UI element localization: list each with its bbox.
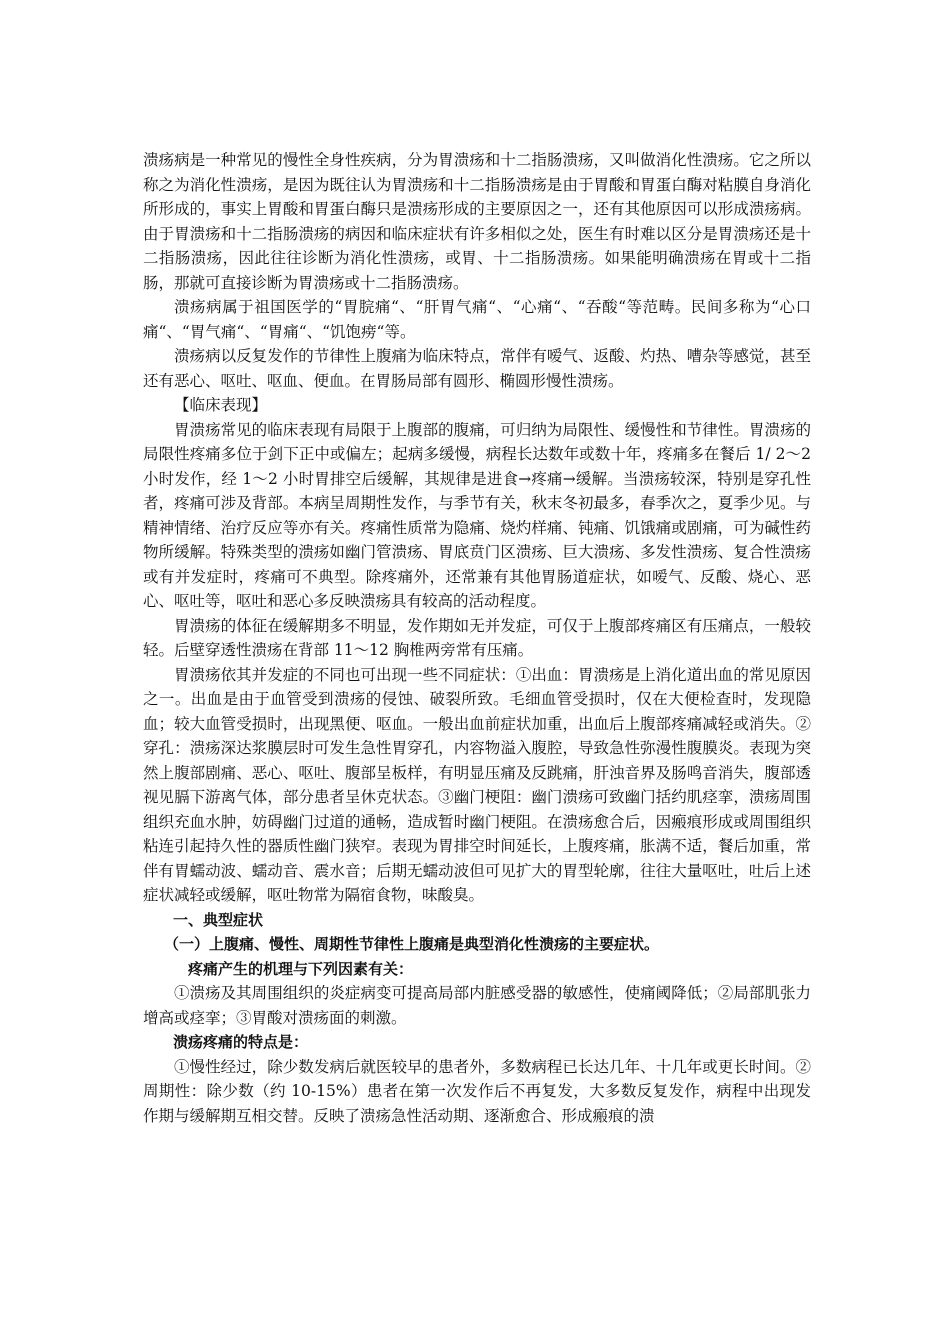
- intro-paragraph: 溃疡病是一种常见的慢性全身性疾病，分为胃溃疡和十二指肠溃疡，又叫做消化性溃疡。它之所以称之为消化性溃疡，是因为既往认为胃溃疡和十二指肠溃疡是由于胃酸和胃蛋白酶对粘膜自身消化所形成的，事实上胃酸和胃蛋白酶只是溃疡形成的主要原因之一，还有其他原因可以形成溃疡病。由于胃溃疡和十二指肠溃疡的病因和临床症状有许多相似之处，医生有时难以区分是胃溃疡还是十二指肠溃疡，因此往往诊断为消化性溃疡，或胃、十二指肠溃疡。如果能明确溃疡在胃或十二指肠，那就可直接诊断为胃溃疡或十二指肠溃疡。: [143, 151, 811, 292]
- signs-paragraph: 胃溃疡的体征在缓解期多不明显，发作期如无并发症，可仅于上腹部疼痛区有压痛点，一般较轻。后壁穿透性溃疡在背部 11～12 胸椎两旁常有压痛。: [143, 616, 811, 659]
- pain-features-paragraph: ①慢性经过，除少数发病后就医较早的患者外，多数病程已长达几年、十几年或更长时间。②周期性：除少数（约 10-15%）患者在第一次发作后不再复发，大多数反复发作，病程中出现发作期与缓解期互相交替。反映了溃疡急性活动期、逐渐愈合、形成瘢痕的溃: [143, 1057, 811, 1125]
- mechanism-paragraph: ①溃疡及其周围组织的炎症病变可提高局部内脏感受器的敏感性，使痛阈降低；②局部肌张力增高或痉挛；③胃酸对溃疡面的刺激。: [143, 984, 811, 1027]
- complications-paragraph: 胃溃疡依其并发症的不同也可出现一些不同症状：①出血：胃溃疡是上消化道出血的常见原因之一。出血是由于血管受到溃疡的侵蚀、破裂所致。毛细血管受损时，仅在大便检查时，发现隐血；较大血管受损时，出现黑便、呕血。一般出血前症状加重，出血后上腹部疼痛减轻或消失。②穿孔：溃疡深达浆膜层时可发生急性胃穿孔，内容物溢入腹腔，导致急性弥漫性腹膜炎。表现为突然上腹部剧痛、恶心、呕吐、腹部呈板样，有明显压痛及反跳痛，肝浊音界及肠鸣音消失，腹部透视见膈下游离气体，部分患者呈休克状态。③幽门梗阻：幽门溃疡可致幽门括约肌痉挛，溃疡周围组织充血水肿，妨碍幽门过道的通畅，造成暂时幽门梗阻。在溃疡愈合后，因瘢痕形成或周围组织粘连引起持久性的器质性幽门狭窄。表现为胃排空时间延长，上腹疼痛，胀满不适，餐后加重，常伴有胃蠕动波、蠕动音、震水音；后期无蠕动波但可见扩大的胃型轮廓，往往大量呕吐，吐后上述症状减轻或缓解，呕吐物常为隔宿食物，味酸臭。: [143, 665, 811, 904]
- clinical-paragraph: 胃溃疡常见的临床表现有局限于上腹部的腹痛，可归纳为局限性、缓慢性和节律性。胃溃疡的局限性疼痛多位于剑下正中或偏左；起病多缓慢，病程长达数年或数十年，疼痛多在餐后 1/ 2～2 小时发作，经 1～2 小时胃排空后缓解，其规律是进食→疼痛→缓解。当溃疡较深，特别是穿孔性者，疼痛可涉及背部。本病呈周期性发作，与季节有关，秋末冬初最多，春季次之，夏季少见。与精神情绪、治疗反应等亦有关。疼痛性质常为隐痛、烧灼样痛、钝痛、饥饿痛或剧痛，可为碱性药物所缓解。特殊类型的溃疡如幽门管溃疡、胃底贲门区溃疡、巨大溃疡、多发性溃疡、复合性溃疡或有并发症时，疼痛可不典型。除疼痛外，还常兼有其他胃肠道症状，如嗳气、反酸、烧心、恶心、呕吐等，呕吐和恶心多反映溃疡具有较高的活动程度。: [143, 420, 811, 610]
- document-page: [143, 148, 811, 1128]
- section-clinical-heading: 【临床表现】: [174, 396, 268, 414]
- tcm-paragraph: 溃疡病属于祖国医学的“胃脘痛“、“肝胃气痛“、“心痛“、“吞酸“等范畴。民间多称为“心口痛“、“胃气痛“、“胃痛“、“饥饱痨“等。: [143, 298, 811, 341]
- heading-pain-mechanism: 疼痛产生的机理与下列因素有关：: [188, 959, 414, 978]
- features-summary-paragraph: 溃疡病以反复发作的节律性上腹痛为临床特点，常伴有嗳气、返酸、灼热、嘈杂等感觉，甚至还有恶心、呕吐、呕血、便血。在胃肠局部有圆形、椭圆形慢性溃疡。: [143, 347, 811, 390]
- heading-abdominal-pain: （一）上腹痛、慢性、周期性节律性上腹痛是典型消化性溃疡的主要症状。: [164, 935, 660, 953]
- heading-typical-symptoms: 一、典型症状: [173, 910, 264, 929]
- heading-pain-features: 溃疡疼痛的特点是：: [173, 1033, 309, 1051]
